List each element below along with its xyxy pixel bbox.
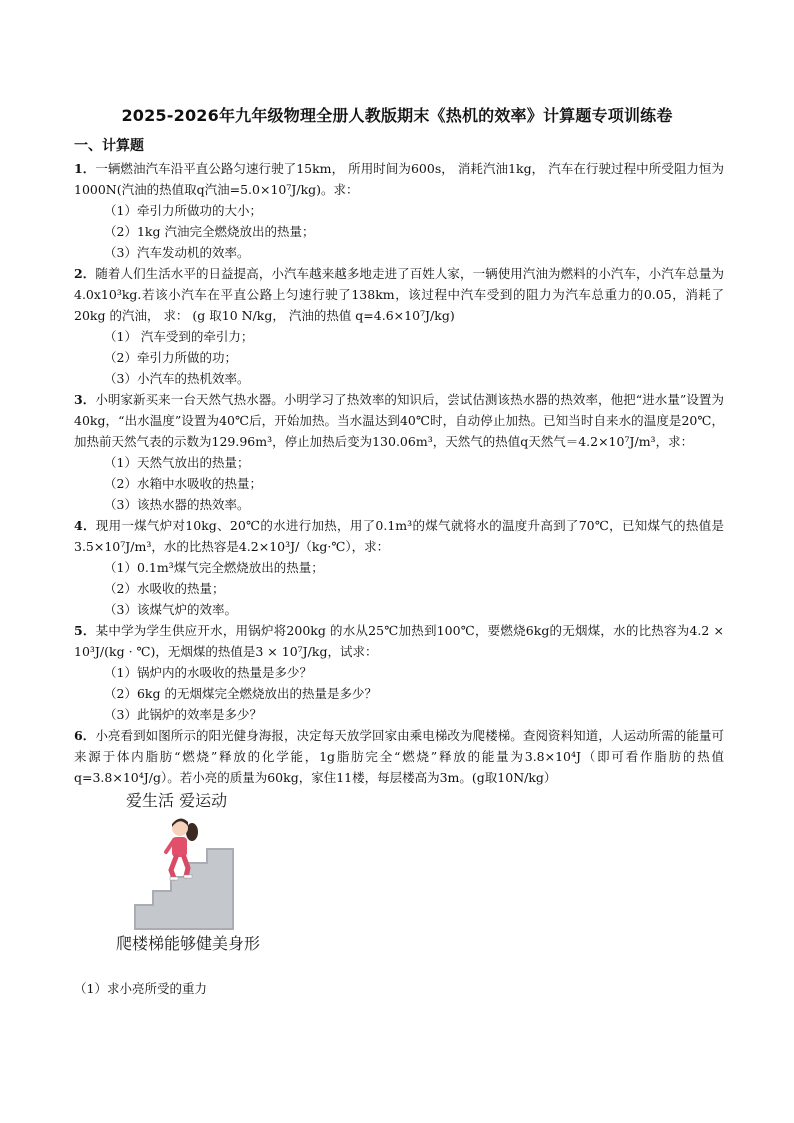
sub-question: （1）求小亮所受的重力 [74, 981, 207, 996]
question-5 [74, 620, 724, 725]
question-4 [74, 515, 724, 620]
page-title: 2025-2026年九年级物理全册人教版期末《热机的效率》计算题专项训练卷 [121, 106, 673, 125]
fitness-poster [74, 788, 724, 978]
section-heading: 一、计算题 [74, 138, 144, 154]
question-number: 5． [74, 623, 96, 638]
sub-question: （1）天然气放出的热量； [104, 455, 250, 470]
sub-question: （1） 汽车受到的牵引力； [104, 329, 254, 344]
girl-leg-back [184, 857, 188, 876]
question-number: 4． [74, 518, 96, 533]
girl-leg-front [171, 857, 176, 878]
sub-question: （1）锅炉内的水吸收的热量是多少？ [104, 665, 312, 680]
question-text: 一辆燃油汽车沿平直公路匀速行驶了15km， 所用时间为600s， 消耗汽油1kg， 汽车在行驶过程中所受阻力恒为1000N(汽油的热值取q汽油=5.0×10⁷J/kg)。求： [74, 161, 724, 197]
sub-question: （3）该煤气炉的效率。 [104, 602, 237, 617]
sub-question: （3）此锅炉的效率是多少？ [104, 707, 262, 722]
question-3 [74, 389, 724, 515]
sub-question: （1）0.1m³煤气完全燃烧放出的热量； [104, 560, 324, 575]
sub-question: （2）水吸收的热量； [104, 581, 225, 596]
poster-slogan: 爱生活 爱运动 [126, 791, 228, 810]
question-text: 随着人们生活水平的日益提高，小汽车越来越多地走进了百姓人家，一辆使用汽油为燃料的小汽车，小汽车总量为 4.0x10³kg.若该小汽车在平直公路上匀速行驶了138km，该过程中汽车受到的阻力为汽车总重力的0.05，消耗了 20kg 的汽油， 求： (g 取10 N/kg， 汽油的热值 q=4.6×10⁷J/kg) [74, 266, 724, 323]
question-2 [74, 263, 724, 389]
girl-shoe [184, 875, 192, 878]
question-number: 6． [74, 728, 96, 743]
girl-shoe [170, 877, 178, 880]
question-text: 小明家新买来一台天然气热水器。小明学习了热效率的知识后，尝试估测该热水器的热效率，他把“进水量”设置为40kg，“出水温度”设置为40℃后，开始加热。当水温达到40℃时，自动停止加热。已知当时自来水的温度是20℃，加热前天然气表的示数为129.96m³，停止加热后变为130.06m³，天然气的热值q天然气＝4.2×10⁷J/m³，求： [74, 392, 724, 449]
question-text: 现用一煤气炉对10kg、20℃的水进行加热，用了0.1m³的煤气就将水的温度升高到了70℃，已知煤气的热值是3.5×10⁷J/m³，水的比热容是4.2×10³J/（kg·℃），求： [74, 518, 724, 554]
sub-question: （3）小汽车的热机效率。 [104, 371, 250, 386]
question-text: 小亮看到如图所示的阳光健身海报，决定每天放学回家由乘电梯改为爬楼梯。查阅资料知道，人运动所需的能量可来源于体内脂肪“燃烧”释放的化学能，1g脂肪完全“燃烧”释放的能量为3.8×10⁴J（即可看作脂肪的热值q=3.8×10⁴J/g）。若小亮的质量为60kg，家住11楼，每层楼高为3m。(g取10N/kg） [74, 728, 724, 785]
sub-question: （3）汽车发动机的效率。 [104, 245, 250, 260]
sub-question: （1）牵引力所做功的大小； [104, 203, 262, 218]
sub-question: （2）6kg 的无烟煤完全燃烧放出的热量是多少？ [104, 686, 377, 701]
stair-climbing-illustration [134, 818, 234, 930]
sub-question: （2）牵引力所做的功； [104, 350, 237, 365]
question-number: 1． [74, 161, 96, 176]
question-6 [74, 725, 724, 999]
question-number: 3． [74, 392, 96, 407]
question-text: 某中学为学生供应开水，用锅炉将200kg 的水从25℃加热到100℃，要燃烧6kg的无烟煤，水的比热容为4.2 × 10³J/(kg · ℃)，无烟煤的热值是3 × 10⁷J/kg，试求： [74, 623, 724, 659]
poster-caption: 爬楼梯能够健美身形 [116, 934, 261, 953]
question-number: 2． [74, 266, 96, 281]
sub-question: （3）该热水器的热效率。 [104, 497, 250, 512]
sub-question: （2）水箱中水吸收的热量； [104, 476, 262, 491]
question-list [74, 158, 724, 999]
question-1 [74, 158, 724, 263]
sub-question: （2）1kg 汽油完全燃烧放出的热量； [104, 224, 315, 239]
